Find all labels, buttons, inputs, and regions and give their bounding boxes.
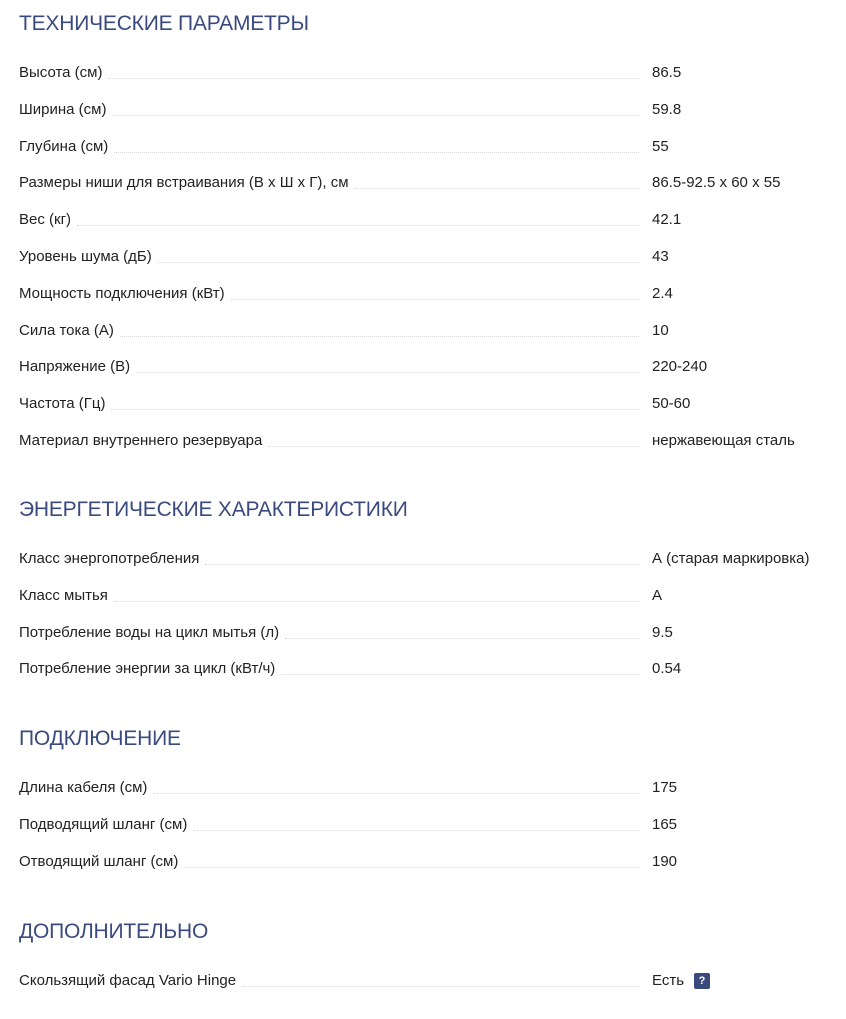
spec-label: Глубина (см) (19, 137, 109, 155)
section-technical (19, 12, 829, 469)
spec-value: 42.1 (652, 211, 682, 229)
spec-label: Потребление воды на цикл мытья (л) (19, 623, 280, 641)
section-additional (19, 920, 829, 1009)
spec-value: 220-240 (652, 358, 708, 376)
spec-value: 165 (652, 815, 678, 833)
spec-row-power (19, 285, 829, 322)
spec-value: 0.54 (652, 660, 682, 678)
dotted-leader (153, 793, 639, 794)
spec-value: A (652, 586, 663, 604)
spec-row-frequency (19, 395, 829, 432)
spec-label: Подводящий шланг (см) (19, 815, 188, 833)
spec-row-inlet-hose (19, 816, 829, 853)
spec-label: Класс мытья (19, 586, 108, 604)
spec-label: Напряжение (В) (19, 358, 131, 376)
spec-value: А (старая маркировка) (652, 550, 810, 567)
spec-label: Длина кабеля (см) (19, 779, 148, 796)
dotted-leader (242, 986, 639, 987)
spec-value: 43 (652, 247, 669, 265)
spec-label: Ширина (см) (19, 100, 107, 118)
spec-row-energy-consumption (19, 660, 829, 697)
dotted-leader (355, 188, 639, 189)
spec-row-niche-size (19, 174, 829, 211)
spec-label: Сила тока (А) (19, 321, 114, 339)
spec-value: нержавеющая сталь (652, 431, 795, 449)
spec-list (19, 972, 829, 1009)
dotted-leader (184, 867, 639, 868)
spec-list (19, 64, 829, 469)
spec-row-noise (19, 248, 829, 285)
dotted-leader (193, 830, 639, 831)
spec-row-tank-material (19, 432, 829, 469)
spec-label: Потребление энергии за цикл (кВт/ч) (19, 660, 276, 678)
section-title: ТЕХНИЧЕСКИЕ ПАРАМЕТРЫ (19, 12, 309, 35)
spec-value: 190 (652, 852, 678, 870)
section-title: ДОПОЛНИТЕЛЬНО (19, 920, 209, 943)
spec-row-drain-hose (19, 853, 829, 890)
spec-row-cable-length (19, 779, 829, 816)
spec-row-wash-class (19, 587, 829, 624)
dotted-leader (205, 564, 639, 565)
dotted-leader (231, 299, 639, 300)
spec-label: Материал внутреннего резервуара (19, 431, 263, 449)
spec-row-depth (19, 138, 829, 175)
spec-row-current (19, 322, 829, 359)
dotted-leader (112, 115, 639, 116)
spec-value: 86.5-92.5 х 60 х 55 (652, 174, 781, 192)
spec-label: Скользящий фасад Vario Hinge (19, 972, 237, 989)
spec-value: 10 (652, 321, 669, 339)
spec-value: 50-60 (652, 395, 691, 413)
section-energy (19, 498, 829, 697)
spec-row-weight (19, 211, 829, 248)
dotted-leader (158, 262, 639, 263)
spec-label: Размеры ниши для встраивания (В х Ш х Г), см (19, 174, 349, 192)
dotted-leader (114, 601, 639, 602)
dotted-leader (111, 409, 639, 410)
dotted-leader (136, 372, 639, 373)
section-title: ПОДКЛЮЧЕНИЕ (19, 727, 181, 750)
section-connection (19, 727, 829, 889)
dotted-leader (114, 152, 639, 153)
spec-label: Отводящий шланг (см) (19, 852, 179, 870)
spec-value: Есть (652, 972, 685, 989)
spec-value: 9.5 (652, 623, 673, 641)
spec-label: Уровень шума (дБ) (19, 247, 152, 265)
spec-value: 86.5 (652, 64, 682, 81)
spec-row-vario-hinge (19, 972, 829, 1009)
spec-label: Мощность подключения (кВт) (19, 284, 225, 302)
dotted-leader (285, 638, 639, 639)
spec-row-height (19, 64, 829, 101)
spec-value: 175 (652, 779, 678, 796)
spec-list (19, 550, 829, 697)
spec-row-width (19, 101, 829, 138)
spec-label: Класс энергопотребления (19, 550, 200, 567)
dotted-leader (77, 225, 639, 226)
help-icon[interactable]: ? (694, 973, 710, 989)
dotted-leader (120, 336, 639, 337)
spec-value-with-help (652, 972, 710, 990)
spec-label: Частота (Гц) (19, 395, 106, 413)
spec-value: 2.4 (652, 284, 673, 302)
spec-row-energy-class (19, 550, 829, 587)
spec-row-voltage (19, 358, 829, 395)
spec-value: 55 (652, 137, 669, 155)
spec-row-water-consumption (19, 624, 829, 661)
section-title: ЭНЕРГЕТИЧЕСКИЕ ХАРАКТЕРИСТИКИ (19, 498, 408, 521)
dotted-leader (281, 674, 639, 675)
spec-label: Высота (см) (19, 64, 103, 81)
spec-label: Вес (кг) (19, 211, 72, 229)
spec-value: 59.8 (652, 100, 682, 118)
dotted-leader (108, 78, 639, 79)
dotted-leader (268, 446, 639, 447)
spec-list (19, 779, 829, 889)
